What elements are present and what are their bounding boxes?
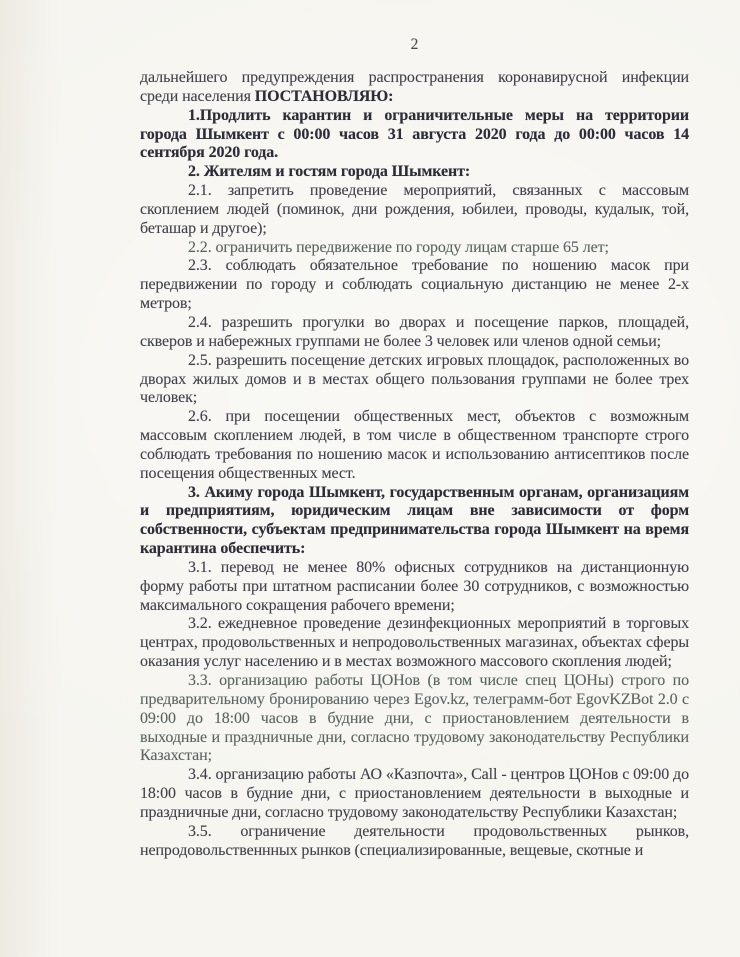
text-run: 3.1. перевод не менее 80% офисных сотрудников на дистанционную форму работы при штатном расписании более 30 сотрудников, с возможностью максимального сокращения рабочего времени;: [140, 558, 689, 614]
paragraph: [140, 314, 689, 352]
paragraph: [140, 257, 689, 314]
bold-text-run: 3. Акиму города Шымкент, государственным органам, организациям и предприятиям, юридическим лицам вне зависимости от форм собственности, субъектам предпринимательства города Шымкент на время карантина обеспечить:: [140, 483, 689, 558]
text-run: дальнейшего предупреждения распространения коронавирусной инфекции среди населения: [140, 69, 689, 105]
paragraph: [140, 408, 689, 483]
bold-text-run: 2. Жителям и гостям города Шымкент:: [188, 163, 471, 181]
paragraph: [140, 615, 689, 672]
paragraph: [140, 107, 689, 164]
paragraph: [140, 766, 689, 823]
paragraph: [140, 823, 689, 861]
page-number: 2: [410, 36, 419, 53]
paragraph: [140, 672, 689, 766]
text-run: 2.5. разрешить посещение детских игровых площадок, расположенных во дворах жилых домов и в местах общего пользования группами не более трех человек;: [140, 351, 689, 407]
paragraph: [140, 352, 689, 409]
text-run: 2.1. запретить проведение мероприятий, связанных с массовым скоплением людей (поминок, дни рождения, юбилеи, проводы, кудалык, той, беташар и другое);: [140, 182, 689, 237]
document-paragraphs: [140, 69, 689, 860]
paragraph: [140, 182, 689, 239]
paragraph: [140, 484, 689, 559]
text-run: 2.4. разрешить прогулки во дворах и посещение парков, площадей, скверов и набережных группами не более 3 человек или членов одной семьи;: [140, 313, 689, 350]
bold-text-run: 1.Продлить карантин и ограничительные меры на территории города Шымкент с 00:00 часов 31 августа 2020 года до 00:00 часов 14 сентября 2020 года.: [140, 106, 689, 162]
text-run: 3.4. организацию работы АО «Казпочта», Call - центров ЦОНов с 09:00 до 18:00 часов в будние дни, с приостановлением деятельности в выходные и праздничные дни, согласно трудовому законодательству Республики Казахстан;: [140, 766, 689, 821]
text-run: 3.5. ограничение деятельности продовольственных рынков, непродовольственнных рынков (специализированные, вещевые, скотные и: [140, 822, 689, 859]
paragraph: [140, 559, 689, 616]
text-run: 2.6. при посещении общественных мест, объектов с возможным массовым скоплением людей, в том числе в общественном транспорте строго соблюдать требования по ношению масок и использованию антисептиков после посещения общественных мест.: [140, 408, 689, 482]
text-run: 3.3. организацию работы ЦОНов (в том числе спец ЦОНы) строго по предварительному бронированию через Egov.kz, телеграмм-бот EgovKZBot 2.0 с 09:00 до 18:00 часов в будние дни, с приостановлением деятельности в выходные и праздничные дни, согласно трудовому законодательству Республики Казахстан;: [140, 672, 689, 765]
paragraph: [140, 239, 689, 258]
text-run: 3.2. ежедневное проведение дезинфекционных мероприятий в торговых центрах, продовольственных и непродовольственных магазинах, объектах сферы оказания услуг населению и в местах возможного массового скопления людей;: [140, 615, 689, 671]
paragraph: [140, 163, 689, 182]
bold-text-run: ПОСТАНОВЛЯЮ:: [254, 87, 394, 105]
text-run: 2.2. ограничить передвижение по городу лицам старше 65 лет;: [188, 238, 609, 256]
paragraph: [140, 69, 689, 107]
text-run: 2.3. соблюдать обязательное требование по ношению масок при передвижении по городу и соблюдать социальную дистанцию не менее 2-х метров;: [140, 257, 689, 313]
